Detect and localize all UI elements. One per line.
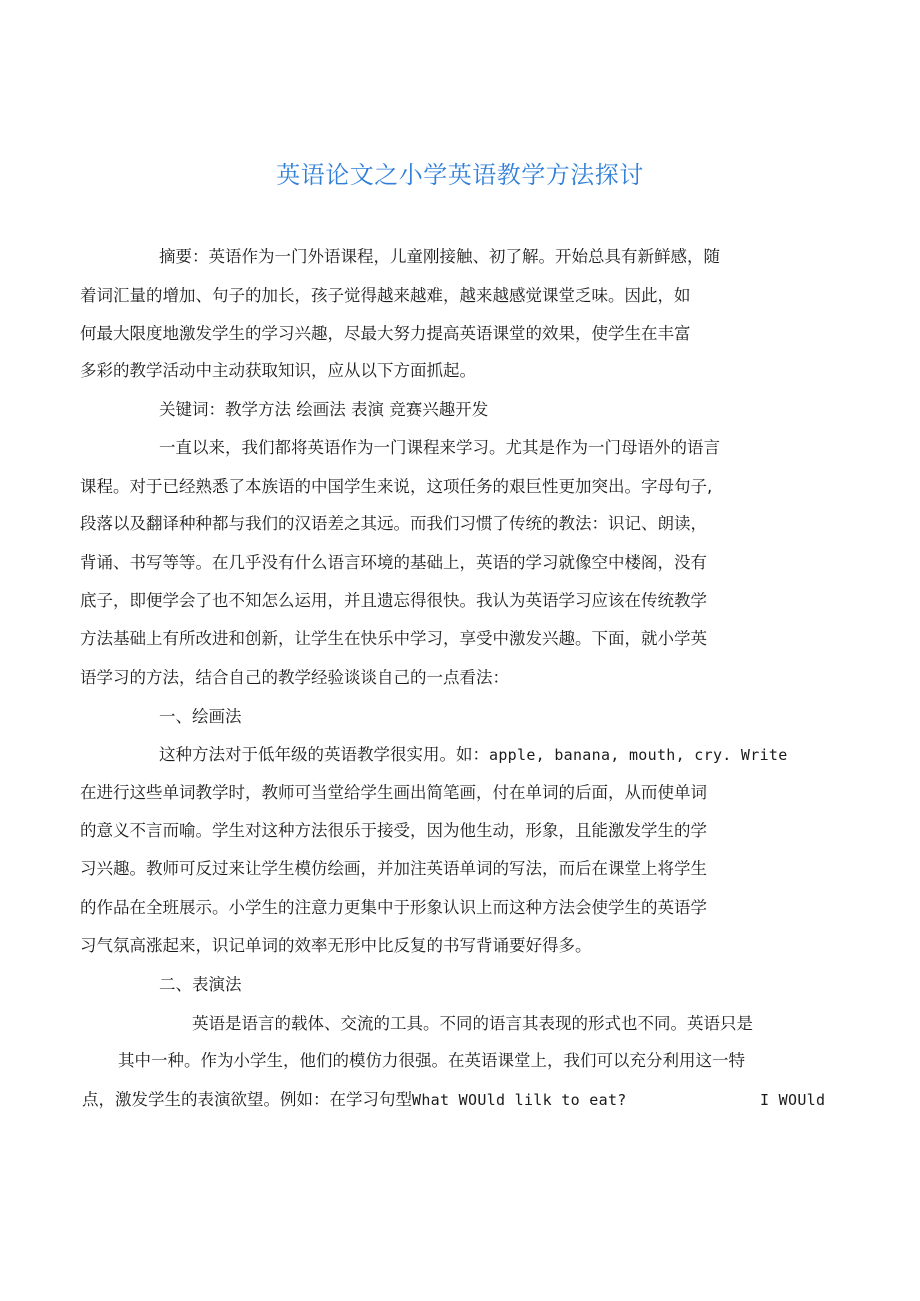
- document-title: 英语论文之小学英语教学方法探讨: [276, 161, 644, 189]
- intro-line: 背诵、书写等等。在几乎没有什么语言环境的基础上，英语的学习就像空中楼阁，没有: [80, 553, 707, 572]
- section2-last-en1: What WOUld lilk to eat?: [412, 1091, 627, 1109]
- abstract-line: 何最大限度地激发学生的学习兴趣，尽最大努力提高英语课堂的效果，使学生在丰富: [80, 324, 691, 343]
- section2-last-line: [82, 1089, 627, 1111]
- section2-last-en2: I WOUld: [760, 1091, 826, 1109]
- intro-line: 底子，即便学会了也不知怎么运用，并且遗忘得很快。我认为英语学习应该在传统教学: [80, 591, 707, 610]
- section2-line: 英语是语言的载体、交流的工具。不同的语言其表现的形式也不同。英语只是: [192, 1014, 753, 1033]
- abstract-line: 多彩的教学活动中主动获取知识，应从以下方面抓起。: [80, 361, 476, 380]
- intro-line: 一直以来，我们都将英语作为一门课程来学习。尤其是作为一门母语外的语言: [159, 438, 720, 457]
- intro-line: 课程。对于已经熟悉了本族语的中国学生来说，这项任务的艰巨性更加突出。字母句子,: [80, 477, 713, 496]
- abstract-line: 着词汇量的增加、句子的加长，孩子觉得越来越难，越来越感觉课堂乏味。因此，如: [80, 286, 691, 305]
- intro-line: 语学习的方法，结合自己的教学经验谈谈自己的一点看法：: [80, 668, 509, 687]
- intro-line: 方法基础上有所改进和创新，让学生在快乐中学习，享受中激发兴趣。下面，就小学英: [80, 629, 707, 648]
- keywords-line: 关键词：教学方法 绘画法 表演 竞赛兴趣开发: [159, 400, 489, 419]
- section1-line: 的作品在全班展示。小学生的注意力更集中于形象认识上而这种方法会使学生的英语学: [80, 898, 707, 917]
- section1-first-line: [159, 744, 788, 766]
- section1-line: 习气氛高涨起来，识记单词的效率无形中比反复的书写背诵要好得多。: [80, 936, 592, 955]
- section2-line: 其中一种。作为小学生，他们的模仿力很强。在英语课堂上，我们可以充分利用这一特: [118, 1051, 745, 1070]
- section1-first-en: apple, banana, mouth, cry. Write: [489, 746, 788, 764]
- abstract-line: 摘要：英语作为一门外语课程，儿童刚接触、初了解。开始总具有新鲜感，随: [159, 247, 720, 266]
- section1-line: 在进行这些单词教学时，教师可当堂给学生画出简笔画，付在单词的后面，从而使单词: [80, 783, 707, 802]
- intro-line: 段落以及翻译种种都与我们的汉语差之其远。而我们习惯了传统的教法：识记、朗读，: [80, 514, 707, 533]
- section1-line: 的意义不言而喻。学生对这种方法很乐于接受，因为他生动，形象，且能激发学生的学: [80, 821, 707, 840]
- section1-first-cn: 这种方法对于低年级的英语教学很实用。如：: [159, 745, 489, 764]
- section1-line: 习兴趣。教师可反过来让学生模仿绘画，并加注英语单词的写法，而后在课堂上将学生: [80, 859, 707, 878]
- section2-last-cn: 点，激发学生的表演欲望。例如：在学习句型: [82, 1090, 412, 1109]
- section2-heading: 二、表演法: [159, 975, 242, 994]
- section1-heading: 一、绘画法: [159, 707, 242, 726]
